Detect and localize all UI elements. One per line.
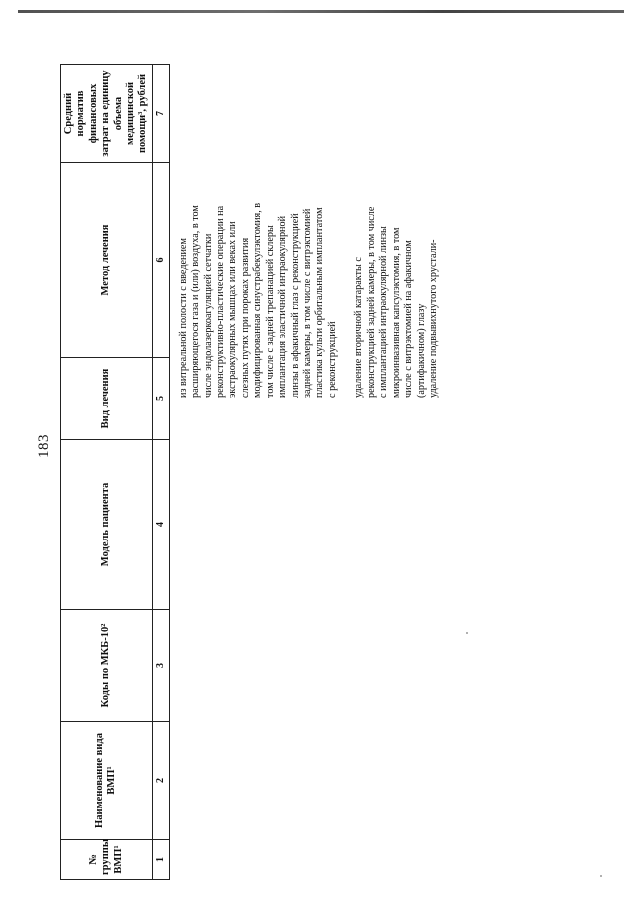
column-number: 5	[152, 358, 169, 440]
header-row	[61, 65, 153, 880]
header-cost-standard: Средний норматив финансовых затрат на единицу объема медицинской помощи³, рублей	[61, 65, 153, 163]
header-treatment-type: Вид лечения	[61, 358, 153, 440]
top-border-rule	[18, 10, 624, 13]
vmp-table	[60, 64, 170, 880]
column-number: 1	[152, 840, 169, 880]
scan-speck	[466, 632, 468, 634]
header-group-number: № группы ВМП¹	[61, 840, 153, 880]
method-item: из витреальной полости с введением расширяющегося газа и (или) воздуха, в том числе эндолазеркоагуляцией сетчатки	[177, 205, 214, 398]
header-patient-model: Модель пациента	[61, 440, 153, 610]
scan-speck	[600, 875, 602, 877]
method-item: микроинвазивная капсулэктомия, в том числе с витрэктомией на афакичном (артифакичном) глазу	[390, 227, 427, 398]
rotated-page-content	[60, 60, 620, 880]
column-number: 6	[152, 163, 169, 358]
column-number: 7	[152, 65, 169, 163]
treatment-methods-list	[178, 202, 441, 398]
header-treatment-method: Метод лечения	[61, 163, 153, 358]
table-body-area	[170, 60, 550, 880]
method-item: удаление подвывихнутого хрустали-	[427, 239, 439, 398]
column-number: 3	[152, 610, 169, 722]
column-number: 2	[152, 722, 169, 840]
column-number: 4	[152, 440, 169, 610]
method-item: модифицированная синустрабекулэктомия, в том числе с задней трепанацией склеры	[252, 202, 276, 398]
page-number: 183	[36, 434, 52, 458]
method-item: пластика культи орбитальным имплантатом с реконструкцией	[314, 207, 338, 398]
header-icd-codes: Коды по МКБ-10²	[61, 610, 153, 722]
header-vmp-name: Наименование вида ВМП¹	[61, 722, 153, 840]
column-number-row	[152, 65, 169, 880]
method-item: удаление вторичной катаракты с реконструкцией задней камеры, в том числе с имплантацией интраокулярной линзы	[353, 206, 390, 398]
method-item: реконструктивно-пластические операции на экстраокулярных мышцах или веках или слезных путях при пороках развития	[214, 205, 251, 398]
method-item: имплантация эластичной интраокулярной линзы в афакичный глаз с реконструкцией задней камеры, в том числе с витрэктомией	[277, 208, 313, 398]
